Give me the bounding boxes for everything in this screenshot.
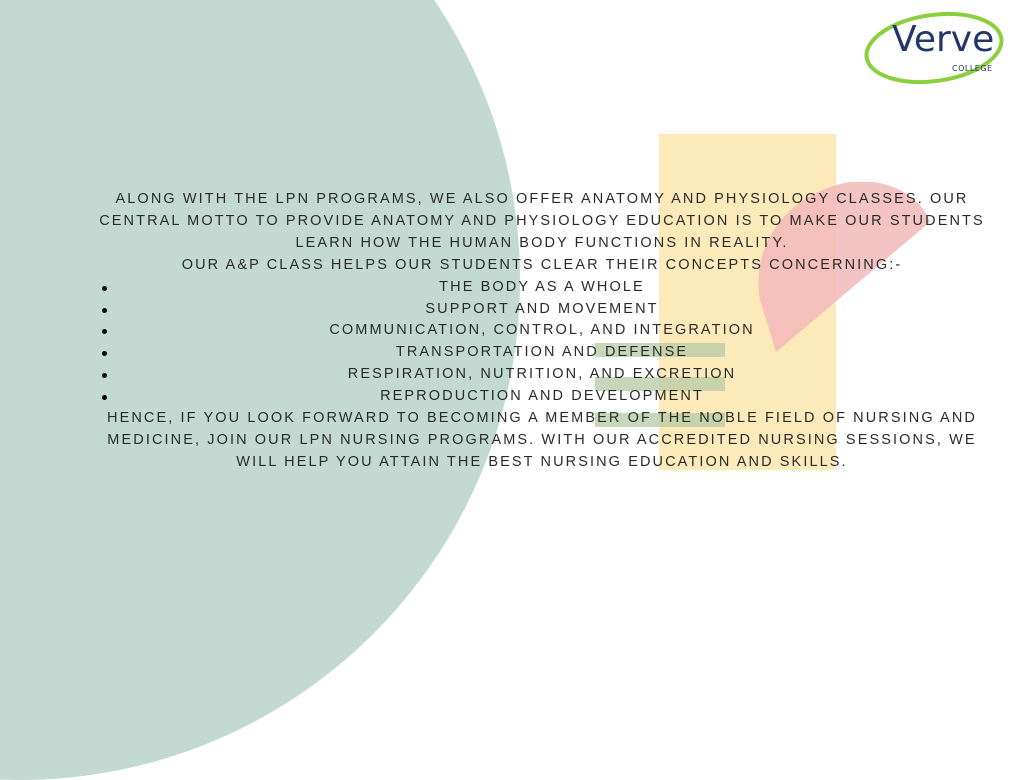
bullet-icon — [102, 286, 107, 291]
list-item — [90, 342, 994, 364]
list-item-text: THE BODY AS A WHOLE — [439, 278, 645, 295]
lead-paragraph: OUR A&P CLASS HELPS OUR STUDENTS CLEAR THEIR CONCEPTS CONCERNING:- — [181, 256, 903, 273]
verve-college-logo[interactable] — [862, 8, 1012, 88]
logo-wordmark: Verve — [892, 19, 995, 60]
bullet-icon — [102, 373, 107, 378]
bullet-icon — [102, 308, 107, 313]
list-item — [90, 364, 994, 386]
list-item-text: TRANSPORTATION AND DEFENSE — [395, 344, 689, 361]
bullet-icon — [102, 351, 107, 356]
logo-subtitle: COLLEGE — [952, 64, 993, 73]
bullet-icon — [102, 329, 107, 334]
list-item — [90, 386, 994, 408]
list-item — [90, 320, 994, 342]
intro-paragraph: ALONG WITH THE LPN PROGRAMS, WE ALSO OFFER ANATOMY AND PHYSIOLOGY CLASSES. OUR CENTRAL MOTTO TO PROVIDE ANATOMY AND PHYSIOLOGY EDUCATION IS TO MAKE OUR STUDENTS LEARN HOW THE HUMAN BODY FUNCTIONS IN REALITY. — [99, 191, 985, 251]
topic-list — [90, 277, 994, 408]
main-content — [90, 189, 994, 474]
list-item — [90, 277, 994, 299]
closing-paragraph: HENCE, IF YOU LOOK FORWARD TO BECOMING A MEMBER OF THE NOBLE FIELD OF NURSING AND MEDICINE, JOIN OUR LPN NURSING PROGRAMS. WITH OUR ACCREDITED NURSING SESSIONS, WE WILL HELP YOU ATTAIN THE BEST NURSING EDUCATION AND SKILLS. — [107, 410, 977, 470]
bullet-icon — [102, 395, 107, 400]
list-item-text: RESPIRATION, NUTRITION, AND EXCRETION — [347, 366, 737, 383]
list-item-text: REPRODUCTION AND DEVELOPMENT — [380, 388, 704, 405]
list-item-text: COMMUNICATION, CONTROL, AND INTEGRATION — [329, 322, 755, 339]
list-item — [90, 299, 994, 321]
list-item-text: SUPPORT AND MOVEMENT — [425, 300, 659, 317]
